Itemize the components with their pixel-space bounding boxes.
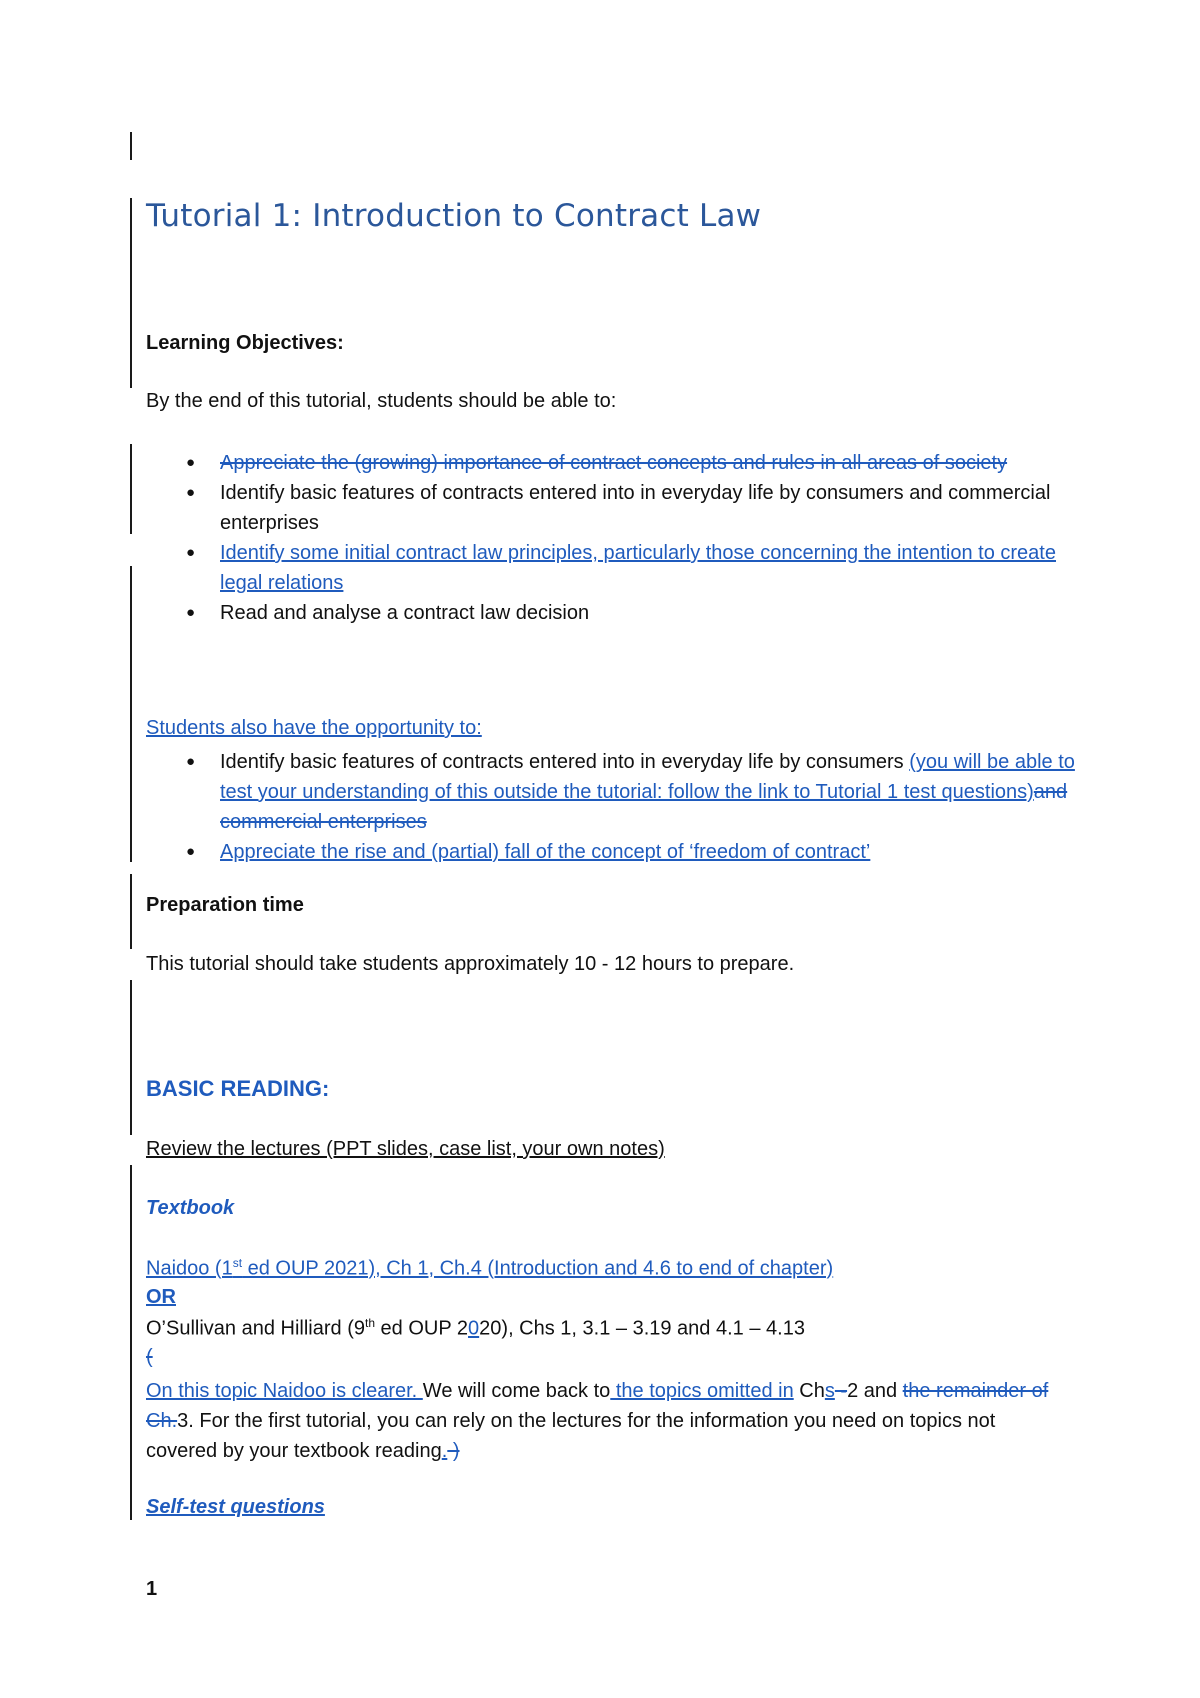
- list-item: ● Identify basic features of contracts entered into in everyday life by consumers and commercial enterprises: [146, 478, 1100, 538]
- textbook-label: Textbook: [146, 1197, 235, 1219]
- preparation-text: This tutorial should take students approximately 10 - 12 hours to prepare.: [146, 953, 795, 975]
- list-item: ● Appreciate the (growing) importance of contract concepts and rules in all areas of society: [146, 448, 1100, 478]
- tutorial-test-link[interactable]: (you will be able to test your understanding of this outside the tutorial: follow the link to Tutorial 1 test questions): [220, 751, 1075, 803]
- opportunity-list: [146, 747, 1100, 867]
- opportunity-heading: Students also have the opportunity to:: [146, 717, 482, 739]
- review-lectures: Review the lectures (PPT slides, case list, your own notes): [146, 1138, 665, 1160]
- list-item: ● Identify basic features of contracts entered into in everyday life by consumers (you will be able to test your understanding of this outside the tutorial: follow the link to Tutorial 1 test questions)and commercial enterprises: [146, 747, 1100, 837]
- revision-bar: [130, 980, 132, 1135]
- or-text: OR: [146, 1286, 176, 1308]
- objectives-list: [146, 448, 1100, 628]
- self-test-link[interactable]: Self-test questions: [146, 1496, 325, 1518]
- deleted-paren: (: [146, 1346, 153, 1368]
- basic-reading-heading: BASIC READING:: [146, 1076, 330, 1101]
- revision-bar: [130, 444, 132, 534]
- page-number: 1: [146, 1578, 158, 1600]
- list-item: ● Appreciate the rise and (partial) fall of the concept of ‘freedom of contract’: [146, 837, 1100, 867]
- preparation-heading: Preparation time: [146, 894, 304, 916]
- page-title: Tutorial 1: Introduction to Contract Law: [146, 198, 762, 234]
- naidoo-reference: Naidoo (1st ed OUP 2021), Ch 1, Ch.4 (Introduction and 4.6 to end of chapter): [146, 1256, 834, 1280]
- revision-bar: [130, 566, 132, 862]
- revision-bar: [130, 198, 132, 388]
- list-item: ● Identify some initial contract law principles, particularly those concerning the intention to create legal relations: [146, 538, 1100, 598]
- revision-bar: [130, 874, 132, 949]
- list-item: ● Read and analyse a contract law decision: [146, 598, 1100, 628]
- revision-bar: [130, 132, 132, 160]
- textbook-note: On this topic Naidoo is clearer. We will come back to the topics omitted in Chs -2 and the remainder of Ch.3. For the first tutorial, you can rely on the lectures for the information you need on topics not covered by your textbook reading. ): [146, 1380, 1049, 1462]
- osullivan-reference: O’Sullivan and Hilliard (9th ed OUP 2020), Chs 1, 3.1 – 3.19 and 4.1 – 4.13: [146, 1316, 805, 1340]
- objectives-intro: By the end of this tutorial, students should be able to:: [146, 390, 617, 412]
- revision-bar: [130, 1165, 132, 1520]
- learning-objectives-heading: Learning Objectives:: [146, 332, 344, 354]
